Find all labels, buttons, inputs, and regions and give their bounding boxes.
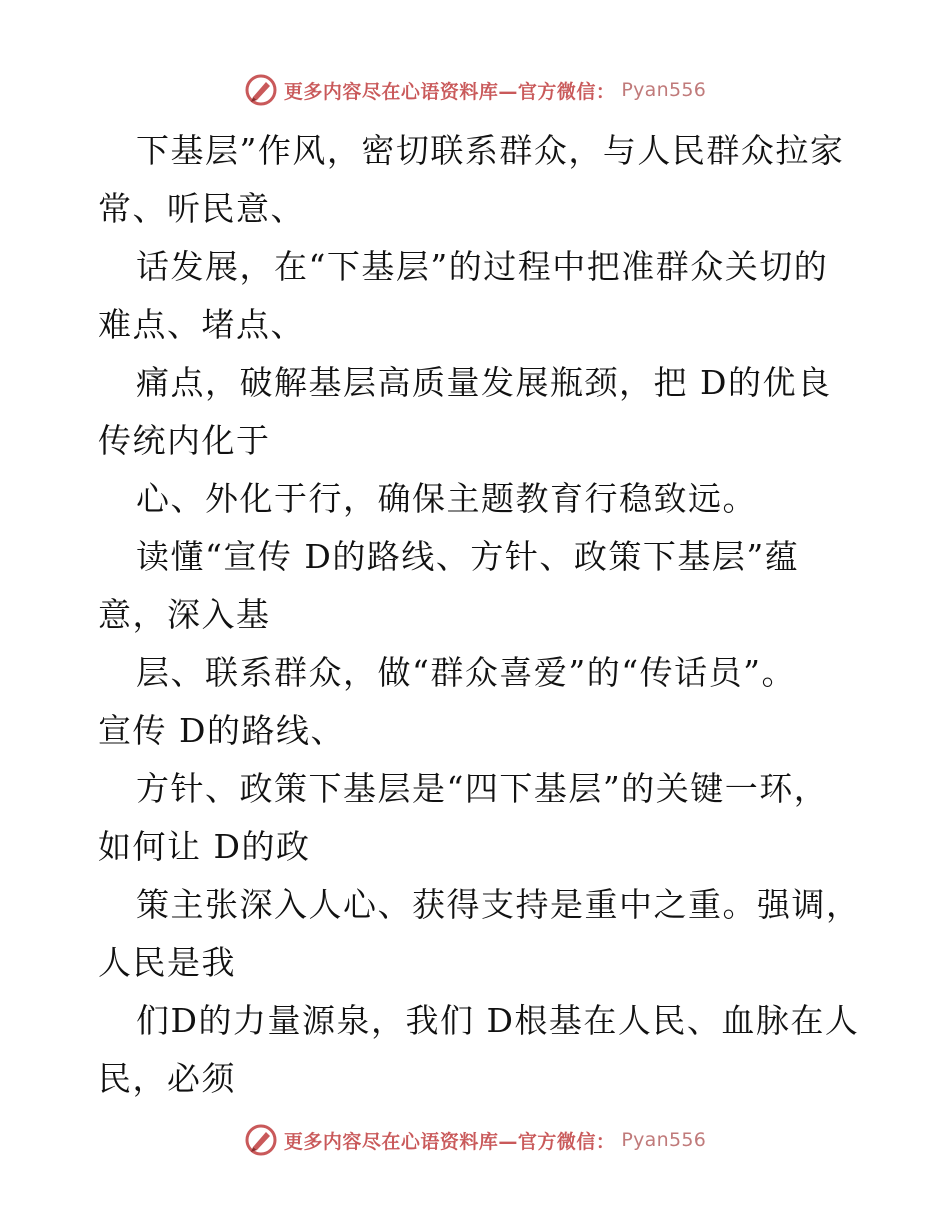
text-line: 人民是我 (98, 943, 236, 982)
watermark-text: 更多内容尽在心语资料库—官方微信： (283, 80, 616, 103)
text-line: 痛点，破解基层高质量发展瓶颈，把 D的优良 (136, 363, 832, 402)
text-line: 难点、堵点、 (98, 305, 305, 344)
text-line: 读懂“宣传 D的路线、方针、政策下基层”蕴 (136, 537, 800, 576)
text-line: 策主张深入人心、获得支持是重中之重。强调， (136, 885, 861, 924)
text-line: 层、联系群众，做“群众喜爱”的“传话员”。 (136, 653, 796, 692)
watermark-banner-bottom (0, 1120, 950, 1160)
watermark-banner-top (0, 70, 950, 110)
text-line: 心、外化于行，确保主题教育行稳致远。 (136, 479, 757, 518)
text-line: 宣传 D的路线、 (98, 711, 345, 750)
text-line: 意，深入基 (98, 595, 271, 634)
text-line: 下基层”作风，密切联系群众，与人民群众拉家 (136, 131, 845, 170)
watermark-text: 更多内容尽在心语资料库—官方微信： (283, 1130, 616, 1153)
watermark-handle: Pyan556 (621, 79, 707, 101)
text-line: 常、听民意、 (98, 189, 305, 228)
document-body (98, 122, 898, 1108)
text-line: 如何让 D的政 (98, 827, 311, 866)
watermark-handle: Pyan556 (621, 1129, 707, 1151)
text-line: 话发展，在“下基层”的过程中把准群众关切的 (136, 247, 829, 286)
text-line: 们D的力量源泉，我们 D根基在人民、血脉在人 (136, 1001, 860, 1040)
pen-logo-icon (244, 73, 278, 107)
text-line: 传统内化于 (98, 421, 271, 460)
text-line: 方针、政策下基层是“四下基层”的关键一环， (136, 769, 829, 808)
pen-logo-icon (244, 1123, 278, 1157)
text-line: 民，必须 (98, 1059, 236, 1098)
